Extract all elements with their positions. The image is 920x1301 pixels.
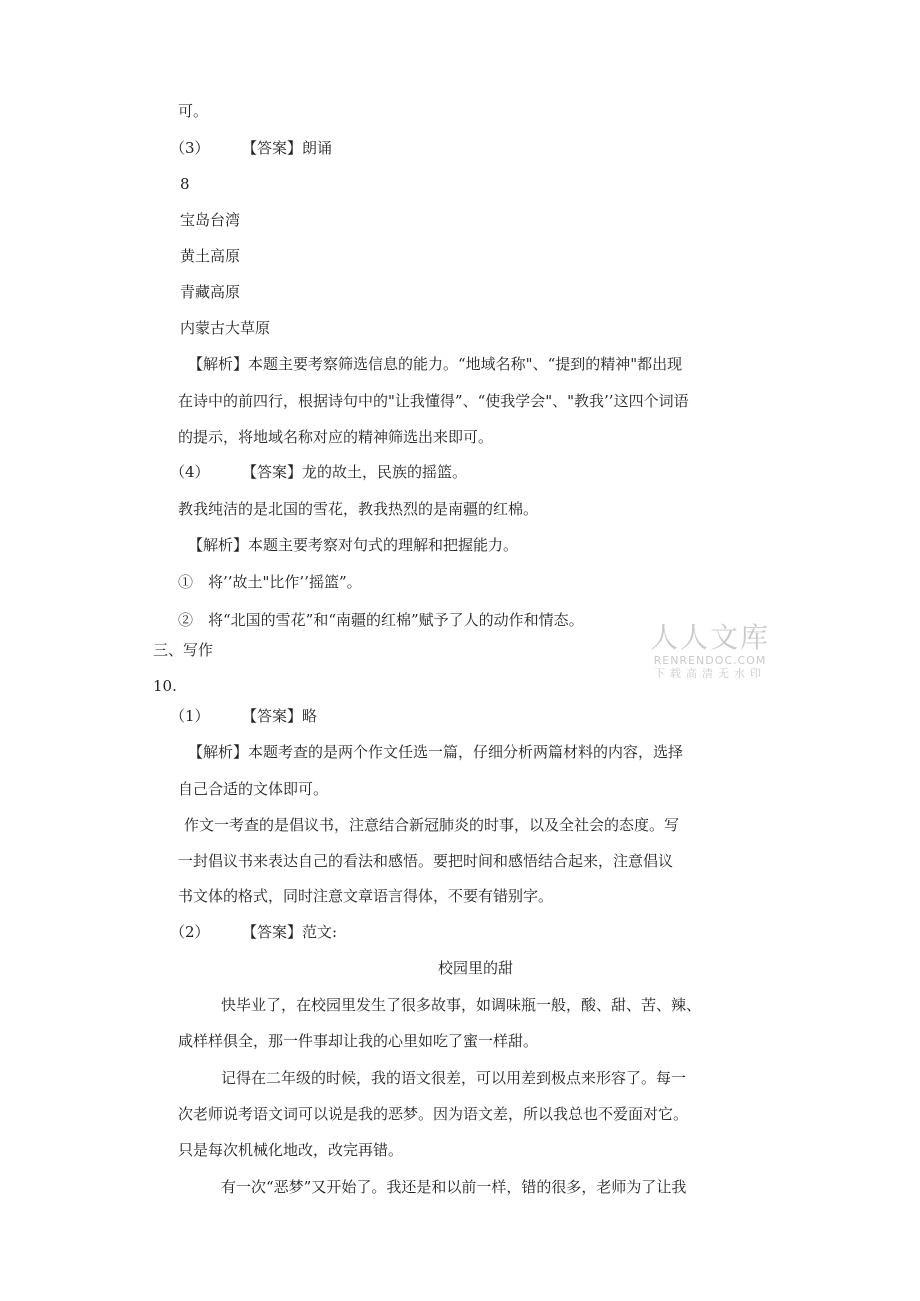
essay-line: 记得在二年级的时候，我的语文很差，可以用差到极点来形容了。每一 [221, 1069, 687, 1087]
section-heading: 三、写作 [153, 641, 214, 659]
answer-item: 8 [180, 175, 190, 193]
answer-item: 黄土高原 [180, 247, 241, 265]
answer-item: 内蒙古大草原 [180, 319, 271, 337]
analysis-line: 书文体的格式，同时注意文章语言得体，不要有错别字。 [178, 887, 554, 905]
text-line: 可。 [178, 102, 209, 120]
question-number: 10. [153, 677, 177, 695]
answer-item: 宝岛台湾 [180, 211, 241, 229]
answer-line: 【答案】略 [242, 707, 318, 725]
analysis-line: 一封倡议书来表达自己的看法和感悟。要把时间和感悟结合起来，注意倡议 [178, 852, 674, 870]
watermark-tagline: 下载高清无水印 [654, 667, 766, 680]
analysis-line: 在诗中的前四行，根据诗句中的"让我懂得”、“使我学会"、"教我’’这四个词语 [178, 392, 689, 410]
list-item: ② 将“北国的雪花”和“南疆的红棉”赋予了人的动作和情态。 [178, 611, 584, 629]
analysis-line: 的提示，将地域名称对应的精神筛选出来即可。 [178, 428, 494, 446]
question-number: （3） [170, 139, 210, 157]
analysis-line: 【解析】本题主要考察对句式的理解和把握能力。 [188, 536, 519, 554]
analysis-line: 作文一考查的是倡议书，注意结合新冠肺炎的时事，以及全社会的态度。写 [184, 816, 680, 834]
answer-item: 教我纯洁的是北国的雪花，教我热烈的是南疆的红棉。 [178, 500, 539, 518]
essay-line: 快毕业了，在校园里发生了很多故事，如调味瓶一般，酸、甜、苦、辣、 [221, 996, 702, 1014]
question-number: （4） [170, 463, 210, 481]
essay-title: 校园里的甜 [438, 959, 514, 977]
analysis-line: 【解析】本题考查的是两个作文任选一篇，仔细分析两篇材料的内容，选择 [188, 743, 684, 761]
answer-line: 【答案】朗诵 [242, 139, 333, 157]
essay-line: 有一次“恶梦”又开始了。我还是和以前一样，错的很多，老师为了让我 [221, 1178, 687, 1196]
answer-item: 青藏高原 [180, 283, 241, 301]
analysis-line: 自己合适的文体即可。 [178, 780, 329, 798]
analysis-line: 【解析】本题主要考察筛选信息的能力。“地域名称"、“提到的精神"都出现 [188, 355, 683, 373]
watermark-title: 人人文库 [649, 621, 770, 654]
watermark-site: RENRENDOC.COM [653, 654, 767, 667]
answer-line: 【答案】龙的故土，民族的摇篮。 [242, 463, 468, 481]
essay-line: 咸样样俱全，那一件事却让我的心里如吃了蜜一样甜。 [178, 1032, 539, 1050]
question-number: （1） [170, 707, 210, 725]
answer-line: 【答案】范文: [242, 923, 338, 941]
essay-line: 只是每次机械化地改，改完再错。 [178, 1141, 404, 1159]
question-number: （2） [170, 923, 210, 941]
watermark [648, 622, 772, 680]
essay-line: 次老师说考语文词可以说是我的恶梦。因为语文差，所以我总也不爱面对它。 [178, 1105, 689, 1123]
list-item: ① 将’’故土"比作’’摇篮”。 [178, 573, 362, 591]
